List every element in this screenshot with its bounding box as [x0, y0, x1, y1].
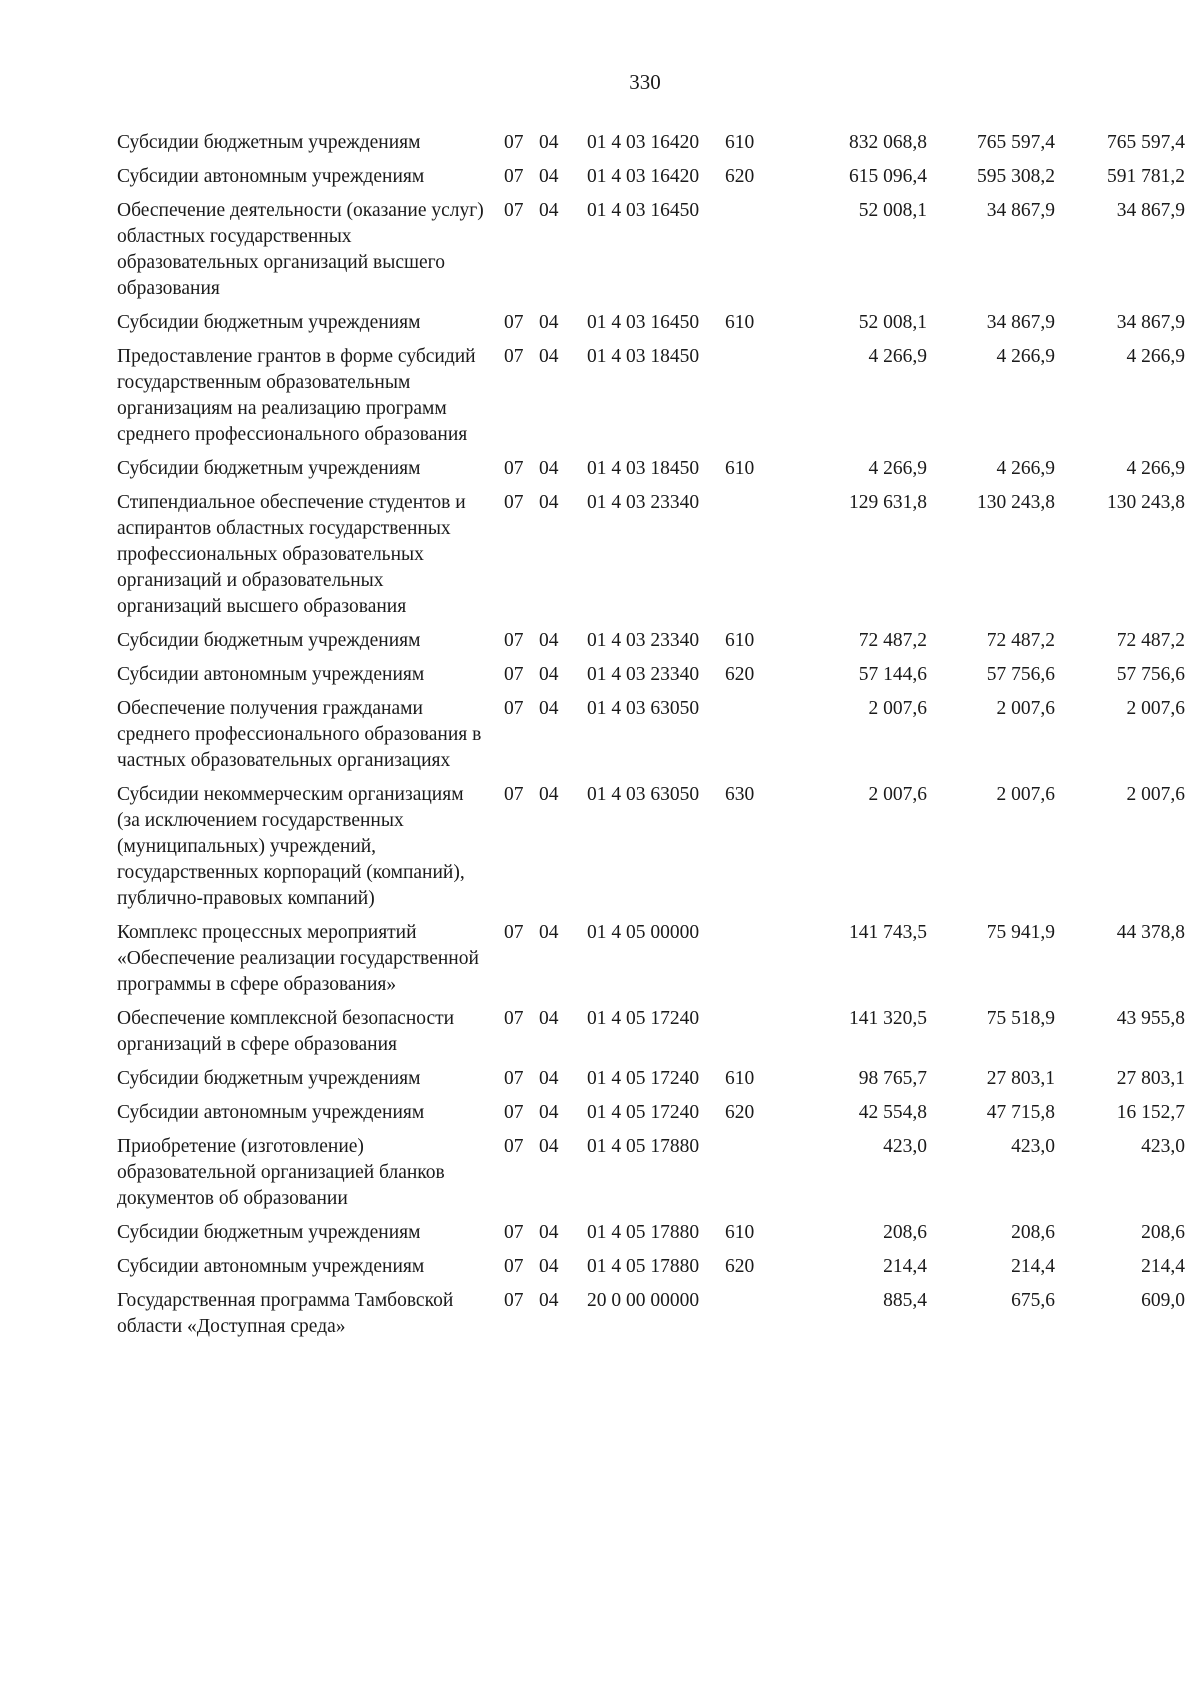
subsection-code: 04: [539, 1068, 559, 1089]
amount-year-1: 57 144,6: [858, 664, 927, 685]
amount-year-2: 72 487,2: [986, 630, 1055, 651]
amount-year-1: 72 487,2: [858, 630, 927, 651]
row-name: Субсидии бюджетным учреждениям: [117, 1222, 421, 1243]
amount-year-2: 27 803,1: [986, 1068, 1055, 1089]
target-article-code: 01 4 03 18450: [587, 346, 700, 367]
section-code: 07: [504, 458, 524, 479]
amount-year-1: 98 765,7: [858, 1068, 927, 1089]
section-code: 07: [504, 1102, 524, 1123]
amount-year-3: 43 955,8: [1116, 1008, 1185, 1029]
amount-year-2: 595 308,2: [977, 166, 1055, 187]
row-name: Субсидии бюджетным учреждениям: [117, 312, 421, 333]
target-article-code: 20 0 00 00000: [587, 1290, 700, 1311]
amount-year-1: 423,0: [883, 1136, 927, 1157]
subsection-code: 04: [539, 346, 559, 367]
amount-year-1: 4 266,9: [868, 458, 927, 479]
table-row: [117, 1100, 1185, 1126]
row-name: Обеспечение получения гражданами среднего профессионального образования в частных образовательных организациях: [117, 698, 482, 771]
section-code: 07: [504, 166, 524, 187]
section-code: 07: [504, 346, 524, 367]
subsection-code: 04: [539, 1256, 559, 1277]
amount-year-3: 609,0: [1141, 1290, 1185, 1311]
amount-year-1: 208,6: [883, 1222, 927, 1243]
amount-year-3: 591 781,2: [1107, 166, 1185, 187]
amount-year-3: 4 266,9: [1126, 346, 1185, 367]
row-name: Субсидии бюджетным учреждениям: [117, 132, 421, 153]
expense-type-code: 610: [725, 630, 755, 651]
table-row: [117, 1066, 1185, 1092]
table-row: [117, 344, 1185, 448]
subsection-code: 04: [539, 922, 559, 943]
row-name: Комплекс процессных мероприятий «Обеспечение реализации государственной программы в сфере образования»: [117, 922, 479, 995]
amount-year-3: 34 867,9: [1116, 200, 1185, 221]
amount-year-1: 4 266,9: [868, 346, 927, 367]
target-article-code: 01 4 03 18450: [587, 458, 700, 479]
expense-type-code: 620: [725, 1256, 755, 1277]
table-row: [117, 130, 1185, 156]
row-name: Субсидии автономным учреждениям: [117, 166, 425, 187]
table-row: [117, 164, 1185, 190]
section-code: 07: [504, 132, 524, 153]
amount-year-1: 832 068,8: [849, 132, 927, 153]
amount-year-3: 2 007,6: [1126, 784, 1185, 805]
table-row: [117, 920, 1185, 998]
amount-year-2: 423,0: [1011, 1136, 1055, 1157]
subsection-code: 04: [539, 458, 559, 479]
row-name: Субсидии автономным учреждениям: [117, 664, 425, 685]
amount-year-1: 141 320,5: [849, 1008, 927, 1029]
target-article-code: 01 4 05 17880: [587, 1136, 700, 1157]
amount-year-2: 47 715,8: [986, 1102, 1055, 1123]
amount-year-3: 765 597,4: [1107, 132, 1185, 153]
amount-year-1: 52 008,1: [858, 200, 927, 221]
target-article-code: 01 4 03 63050: [587, 784, 700, 805]
section-code: 07: [504, 1136, 524, 1157]
row-name: Субсидии некоммерческим организациям (за исключением государственных (муниципальных) учреждений, государственных корпораций (компаний), публично-правовых компаний): [117, 784, 465, 909]
amount-year-2: 675,6: [1011, 1290, 1055, 1311]
amount-year-3: 16 152,7: [1116, 1102, 1185, 1123]
amount-year-2: 34 867,9: [986, 312, 1055, 333]
table-row: [117, 490, 1185, 620]
table-row: [117, 696, 1185, 774]
amount-year-1: 141 743,5: [849, 922, 927, 943]
amount-year-2: 4 266,9: [996, 346, 1055, 367]
row-name: Обеспечение деятельности (оказание услуг) областных государственных образовательных организаций высшего образования: [117, 200, 484, 299]
amount-year-1: 52 008,1: [858, 312, 927, 333]
amount-year-3: 57 756,6: [1116, 664, 1185, 685]
expense-type-code: 610: [725, 1222, 755, 1243]
subsection-code: 04: [539, 664, 559, 685]
target-article-code: 01 4 05 00000: [587, 922, 700, 943]
amount-year-2: 34 867,9: [986, 200, 1055, 221]
table-row: [117, 1220, 1185, 1246]
target-article-code: 01 4 03 23340: [587, 664, 700, 685]
amount-year-1: 885,4: [883, 1290, 927, 1311]
target-article-code: 01 4 05 17880: [587, 1256, 700, 1277]
section-code: 07: [504, 492, 524, 513]
subsection-code: 04: [539, 1008, 559, 1029]
amount-year-1: 214,4: [883, 1256, 927, 1277]
target-article-code: 01 4 03 23340: [587, 630, 700, 651]
amount-year-3: 2 007,6: [1126, 698, 1185, 719]
amount-year-3: 4 266,9: [1126, 458, 1185, 479]
section-code: 07: [504, 922, 524, 943]
amount-year-2: 214,4: [1011, 1256, 1055, 1277]
subsection-code: 04: [539, 312, 559, 333]
target-article-code: 01 4 05 17880: [587, 1222, 700, 1243]
section-code: 07: [504, 698, 524, 719]
subsection-code: 04: [539, 698, 559, 719]
subsection-code: 04: [539, 1102, 559, 1123]
target-article-code: 01 4 05 17240: [587, 1008, 700, 1029]
amount-year-1: 42 554,8: [858, 1102, 927, 1123]
row-name: Обеспечение комплексной безопасности организаций в сфере образования: [117, 1008, 455, 1055]
subsection-code: 04: [539, 200, 559, 221]
subsection-code: 04: [539, 132, 559, 153]
expense-type-code: 610: [725, 1068, 755, 1089]
row-name: Субсидии автономным учреждениям: [117, 1102, 425, 1123]
expense-type-code: 610: [725, 132, 755, 153]
expense-type-code: 620: [725, 664, 755, 685]
amount-year-3: 72 487,2: [1116, 630, 1185, 651]
row-name: Субсидии автономным учреждениям: [117, 1256, 425, 1277]
row-name: Субсидии бюджетным учреждениям: [117, 1068, 421, 1089]
target-article-code: 01 4 03 63050: [587, 698, 700, 719]
target-article-code: 01 4 03 16450: [587, 312, 700, 333]
amount-year-2: 2 007,6: [996, 698, 1055, 719]
row-name: Субсидии бюджетным учреждениям: [117, 458, 421, 479]
amount-year-1: 2 007,6: [868, 698, 927, 719]
section-code: 07: [504, 1008, 524, 1029]
section-code: 07: [504, 1068, 524, 1089]
amount-year-2: 2 007,6: [996, 784, 1055, 805]
amount-year-3: 208,6: [1141, 1222, 1185, 1243]
table-row: [117, 1006, 1185, 1058]
amount-year-1: 615 096,4: [849, 166, 927, 187]
row-name: Приобретение (изготовление) образовательной организацией бланков документов об образовании: [117, 1136, 445, 1209]
budget-table: [117, 130, 1185, 1348]
expense-type-code: 630: [725, 784, 755, 805]
table-row: [117, 1254, 1185, 1280]
row-name: Государственная программа Тамбовской области «Доступная среда»: [117, 1290, 454, 1337]
section-code: 07: [504, 630, 524, 651]
table-row: [117, 198, 1185, 302]
section-code: 07: [504, 1222, 524, 1243]
expense-type-code: 620: [725, 166, 755, 187]
subsection-code: 04: [539, 166, 559, 187]
amount-year-2: 765 597,4: [977, 132, 1055, 153]
table-row: [117, 456, 1185, 482]
amount-year-3: 27 803,1: [1116, 1068, 1185, 1089]
amount-year-2: 75 518,9: [986, 1008, 1055, 1029]
amount-year-2: 4 266,9: [996, 458, 1055, 479]
table-row: [117, 1288, 1185, 1340]
expense-type-code: 610: [725, 458, 755, 479]
subsection-code: 04: [539, 1136, 559, 1157]
amount-year-2: 130 243,8: [977, 492, 1055, 513]
row-name: Субсидии бюджетным учреждениям: [117, 630, 421, 651]
table-row: [117, 628, 1185, 654]
target-article-code: 01 4 05 17240: [587, 1102, 700, 1123]
amount-year-3: 44 378,8: [1116, 922, 1185, 943]
subsection-code: 04: [539, 1290, 559, 1311]
amount-year-2: 75 941,9: [986, 922, 1055, 943]
expense-type-code: 610: [725, 312, 755, 333]
expense-type-code: 620: [725, 1102, 755, 1123]
amount-year-3: 214,4: [1141, 1256, 1185, 1277]
section-code: 07: [504, 312, 524, 333]
page-number: 330: [629, 70, 661, 94]
target-article-code: 01 4 03 16420: [587, 166, 700, 187]
amount-year-3: 130 243,8: [1107, 492, 1185, 513]
target-article-code: 01 4 03 23340: [587, 492, 700, 513]
subsection-code: 04: [539, 784, 559, 805]
subsection-code: 04: [539, 1222, 559, 1243]
section-code: 07: [504, 664, 524, 685]
section-code: 07: [504, 784, 524, 805]
table-row: [117, 310, 1185, 336]
section-code: 07: [504, 1290, 524, 1311]
amount-year-3: 34 867,9: [1116, 312, 1185, 333]
target-article-code: 01 4 03 16420: [587, 132, 700, 153]
row-name: Стипендиальное обеспечение студентов и аспирантов областных государственных профессиональных образовательных организаций и образовательных организаций высшего образования: [117, 492, 466, 617]
row-name: Предоставление грантов в форме субсидий государственным образовательным организациям на реализацию программ среднего профессионального образования: [117, 346, 476, 445]
subsection-code: 04: [539, 492, 559, 513]
target-article-code: 01 4 05 17240: [587, 1068, 700, 1089]
amount-year-3: 423,0: [1141, 1136, 1185, 1157]
target-article-code: 01 4 03 16450: [587, 200, 700, 221]
amount-year-2: 208,6: [1011, 1222, 1055, 1243]
section-code: 07: [504, 1256, 524, 1277]
amount-year-2: 57 756,6: [986, 664, 1055, 685]
table-row: [117, 782, 1185, 912]
subsection-code: 04: [539, 630, 559, 651]
amount-year-1: 129 631,8: [849, 492, 927, 513]
table-row: [117, 662, 1185, 688]
section-code: 07: [504, 200, 524, 221]
table-row: [117, 1134, 1185, 1212]
amount-year-1: 2 007,6: [868, 784, 927, 805]
